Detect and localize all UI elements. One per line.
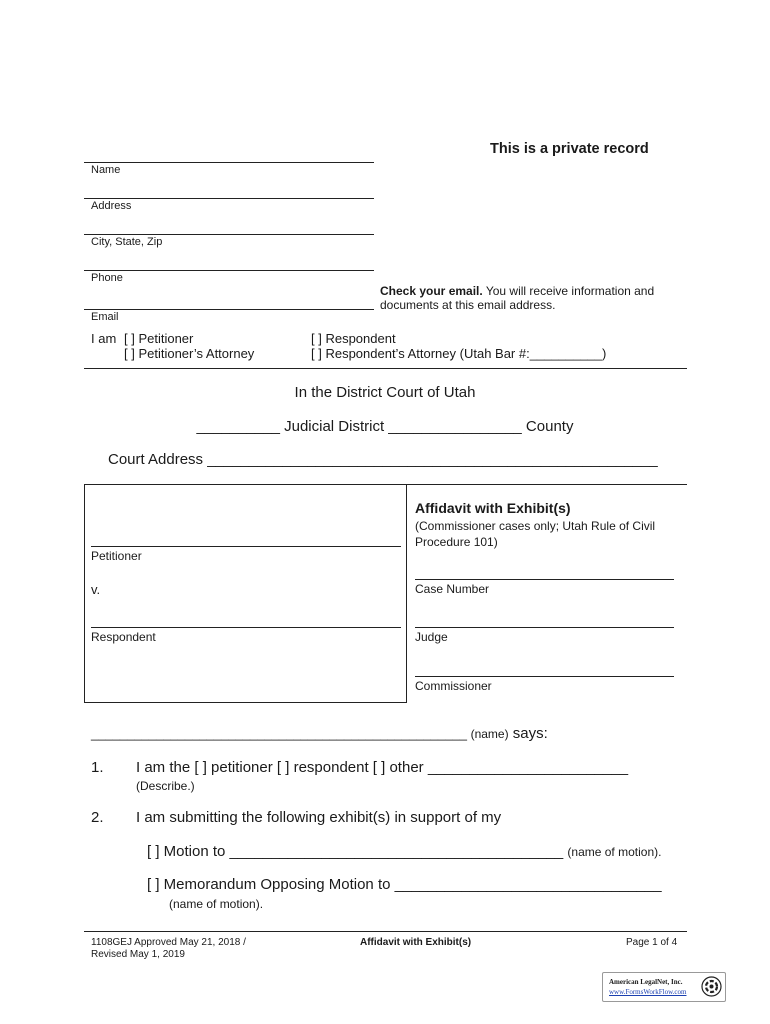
- address-line[interactable]: [84, 198, 374, 199]
- city-line[interactable]: [84, 234, 374, 235]
- name-label: Name: [91, 164, 121, 176]
- footer-divider: [84, 931, 687, 932]
- document-subtitle-1: (Commissioner cases only; Utah Rule of Civil: [415, 519, 656, 533]
- document-title: Affidavit with Exhibit(s): [415, 500, 571, 516]
- court-title: In the District Court of Utah: [294, 384, 476, 401]
- form-id-2: Revised May 1, 2019: [91, 949, 185, 960]
- affiant-name-blank[interactable]: ____________________________________________________: [91, 726, 471, 741]
- motion-checkbox-line[interactable]: [ ] Motion to ________________________________________: [147, 843, 568, 860]
- footer-title: Affidavit with Exhibit(s): [360, 937, 472, 948]
- versus-label: v.: [91, 582, 101, 597]
- check-email-line2: documents at this email address.: [380, 298, 556, 312]
- judge-label: Judge: [415, 630, 448, 644]
- check-email-rest: You will receive information and: [482, 284, 655, 298]
- phone-label: Phone: [91, 272, 123, 284]
- item-1-describe-hint: (Describe.): [136, 779, 195, 793]
- petitioner-attorney-checkbox[interactable]: [ ] Petitioner’s Attorney: [124, 346, 255, 361]
- commissioner-label: Commissioner: [415, 679, 492, 693]
- private-record-notice: This is a private record: [490, 141, 649, 157]
- respondent-caption-label: Respondent: [91, 630, 156, 644]
- caption-left-border: [84, 484, 85, 703]
- caption-top-border: [84, 484, 687, 485]
- respondent-name-line[interactable]: [91, 627, 401, 628]
- email-line[interactable]: [84, 309, 374, 310]
- respondent-checkbox[interactable]: [ ] Respondent: [311, 331, 396, 346]
- respondent-attorney-checkbox[interactable]: [ ] Respondent’s Attorney (Utah Bar #:__________): [311, 346, 607, 361]
- petitioner-caption-label: Petitioner: [91, 549, 142, 563]
- logo-company: American LegalNet, Inc.: [609, 978, 683, 986]
- judge-line[interactable]: [415, 627, 674, 628]
- email-label: Email: [91, 311, 119, 323]
- name-hint: (name): [470, 727, 509, 741]
- motion-name-hint: (name of motion).: [567, 845, 662, 859]
- logo-url[interactable]: www.FormsWorkFlow.com: [609, 988, 687, 996]
- case-number-line[interactable]: [415, 579, 674, 580]
- city-label: City, State, Zip: [91, 236, 163, 248]
- affiant-says-line: [91, 725, 548, 742]
- i-am-label: I am: [91, 331, 117, 346]
- caption-bottom-border: [84, 702, 407, 703]
- item-1-number: 1.: [91, 759, 104, 776]
- form-id-1: 1108GEJ Approved May 21, 2018 /: [91, 937, 246, 948]
- address-label: Address: [91, 200, 132, 212]
- memorandum-checkbox-line[interactable]: [ ] Memorandum Opposing Motion to ________________________________: [147, 876, 662, 893]
- commissioner-line[interactable]: [415, 676, 674, 677]
- case-number-label: Case Number: [415, 582, 490, 596]
- petitioner-name-line[interactable]: [91, 546, 401, 547]
- item-2-number: 2.: [91, 809, 104, 826]
- page-number: Page 1 of 4: [626, 937, 678, 948]
- globe-icon: [701, 976, 722, 997]
- american-legalnet-logo[interactable]: [602, 972, 726, 1002]
- item-1-role-choice[interactable]: I am the [ ] petitioner [ ] respondent [ ] other ________________________: [136, 759, 629, 776]
- petitioner-checkbox[interactable]: [ ] Petitioner: [124, 331, 194, 346]
- check-email-note: [380, 284, 654, 298]
- memorandum-name-hint: (name of motion).: [169, 897, 264, 911]
- item-2-text: I am submitting the following exhibit(s) in support of my: [136, 809, 502, 826]
- name-line[interactable]: [84, 162, 374, 163]
- section-divider: [84, 368, 687, 369]
- phone-line[interactable]: [84, 270, 374, 271]
- court-address-line[interactable]: Court Address ______________________________________________________: [108, 451, 658, 468]
- judicial-district-line[interactable]: __________ Judicial District ________________ County: [196, 418, 574, 435]
- motion-option: [147, 843, 661, 860]
- document-subtitle-2: Procedure 101): [415, 535, 498, 549]
- says-word: says:: [508, 725, 548, 742]
- caption-divider: [406, 484, 407, 703]
- check-email-bold: Check your email.: [380, 284, 483, 298]
